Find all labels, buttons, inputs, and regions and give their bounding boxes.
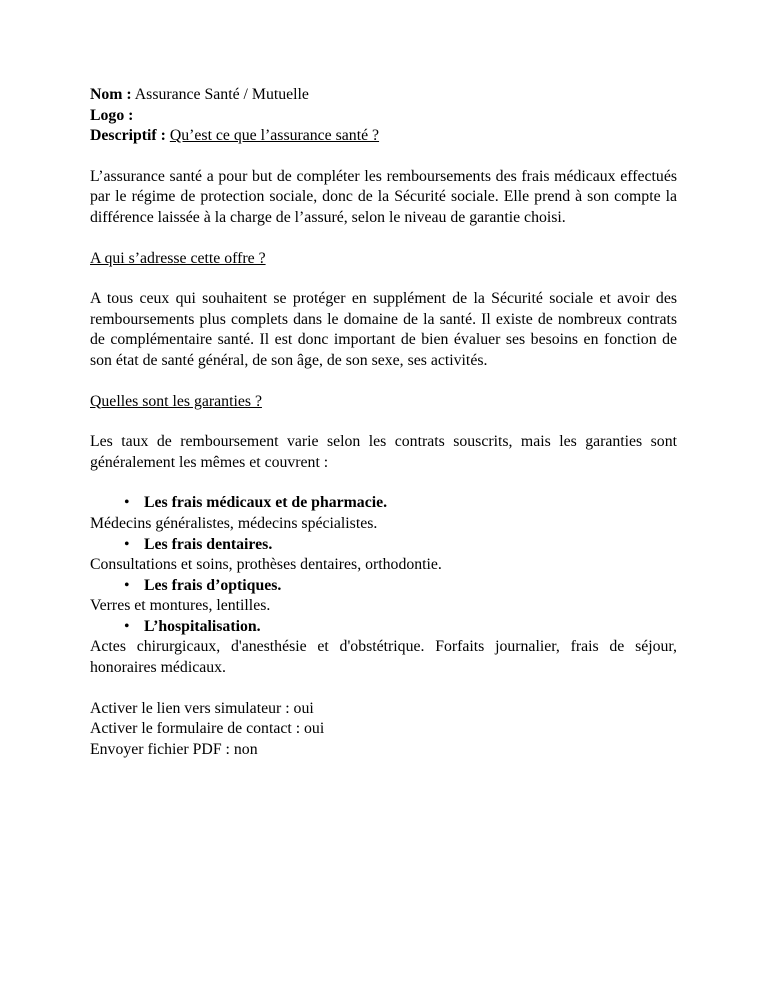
name-line xyxy=(90,85,677,106)
guarantees-heading: Quelles sont les garanties ? xyxy=(90,392,262,410)
guarantee-description: Actes chirurgicaux, d'anesthésie et d'obstétrique. Forfaits journalier, frais de séjour, honoraires médicaux. xyxy=(90,638,677,677)
setting-pdf: Envoyer fichier PDF : non xyxy=(90,740,258,758)
spacer xyxy=(90,473,677,493)
guarantee-description: Médecins généralistes, médecins spécialistes. xyxy=(90,514,378,532)
setting-contact-form: Activer le formulaire de contact : oui xyxy=(90,720,325,738)
guarantee-title-text: Les frais médicaux et de pharmacie. xyxy=(144,494,388,512)
guarantees-paragraph: Les taux de remboursement varie selon les contrats souscrits, mais les garanties sont généralement les mêmes et couvrent : xyxy=(90,433,677,471)
guarantee-description: Consultations et soins, prothèses dentaires, orthodontie. xyxy=(90,556,442,574)
settings-block xyxy=(90,699,677,761)
guarantee-title xyxy=(90,576,677,597)
guarantees-list xyxy=(90,493,677,678)
guarantee-description: Verres et montures, lentilles. xyxy=(90,597,271,615)
description-value: Qu’est ce que l’assurance santé ? xyxy=(169,127,380,145)
guarantee-item xyxy=(90,576,677,617)
description-label: Descriptif : xyxy=(90,127,166,145)
guarantee-item xyxy=(90,535,677,576)
bullet-icon: • xyxy=(124,576,130,594)
document-page xyxy=(90,85,677,760)
guarantee-title xyxy=(90,535,677,556)
intro-paragraph: L’assurance santé a pour but de compléter les remboursements des frais médicaux effectués par le régime de protection sociale, donc de la Sécurité sociale. Elle prend à son compte la différence laissée à la charge de l’assuré, selon le niveau de garantie choisi. xyxy=(90,167,677,226)
guarantee-title-text: Les frais d’optiques. xyxy=(144,576,282,594)
bullet-icon: • xyxy=(124,617,130,635)
guarantee-title-text: Les frais dentaires. xyxy=(144,535,273,553)
name-label: Nom : xyxy=(90,86,132,103)
target-paragraph: A tous ceux qui souhaitent se protéger en supplément de la Sécurité sociale et avoir des remboursements plus complets dans le domaine de la santé. Il existe de nombreux contrats de complémentaire santé. Il est donc important de bien évaluer ses besoins en fonction de son état de santé général, de son âge, de son sexe, ses activités. xyxy=(90,290,677,369)
description-line xyxy=(90,126,677,147)
guarantee-item xyxy=(90,493,677,534)
guarantee-item xyxy=(90,617,677,679)
guarantee-title xyxy=(90,493,677,514)
setting-simulator: Activer le lien vers simulateur : oui xyxy=(90,699,314,717)
guarantee-title-text: L’hospitalisation. xyxy=(144,617,261,635)
bullet-icon: • xyxy=(124,494,130,512)
logo-line xyxy=(90,106,677,127)
bullet-icon: • xyxy=(124,535,130,553)
guarantee-title xyxy=(90,617,677,638)
logo-label: Logo : xyxy=(90,106,134,124)
target-heading: A qui s’adresse cette offre ? xyxy=(90,249,266,267)
name-value: Assurance Santé / Mutuelle xyxy=(134,86,309,103)
